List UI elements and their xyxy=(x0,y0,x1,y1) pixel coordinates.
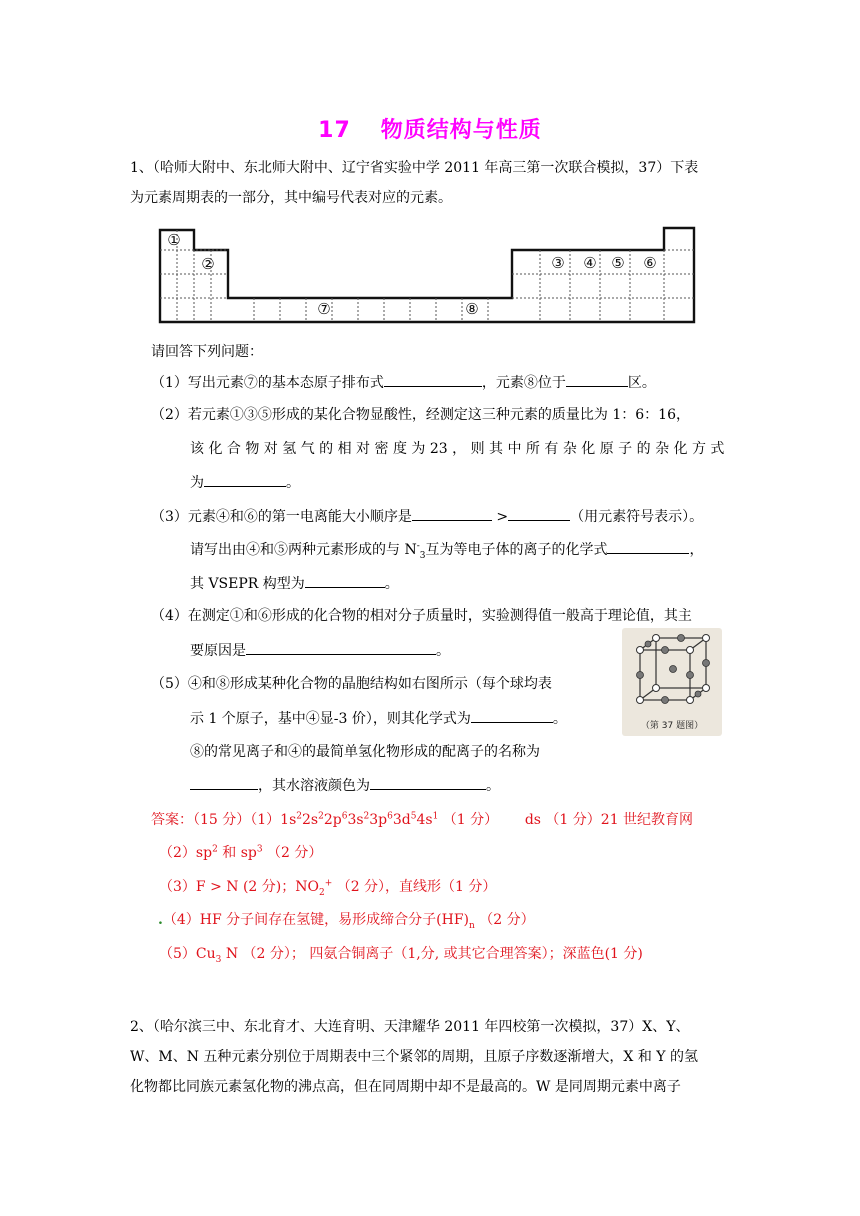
crystal-structure-figure xyxy=(622,628,722,736)
q1-part5-line4: ，其水溶液颜色为 。 xyxy=(190,775,500,796)
table-label-7: ⑦ xyxy=(317,300,331,318)
q2-line2: W、M、N 五种元素分别位于周期表中三个紧邻的周期，且原子序数逐渐增大，X 和 Y 的氢 xyxy=(130,1049,698,1065)
q1-part3-line3: 其 VSEPR 构型为 。 xyxy=(190,573,399,594)
q1-intro-line2: 为元素周期表的一部分，其中编号代表对应的元素。 xyxy=(130,190,452,206)
q1-part5-line1: （5）④和⑧形成某种化合物的晶胞结构如右图所示（每个球均表 xyxy=(151,676,552,692)
answer-line-5: $(5)Cu_3$ N （2 分）； 四氨合铜离子（1,分, 或其它合理答案）；深蓝色(1 分) xyxy=(159,946,643,965)
answer-blank xyxy=(566,372,628,387)
answer-blank xyxy=(471,708,553,723)
q1-part2-line2: 该 化 合 物 对 氢 气 的 相 对 密 度 为 23 ， 则 其 中 所 有 杂 化 原 子 的 杂 化 方 式 xyxy=(190,441,725,457)
q2-line1: 2、（哈尔滨三中、东北育才、大连育明、天津耀华 2011 年四校第一次模拟，37）X、Y、 xyxy=(130,1019,690,1035)
q1-part3-line1: （3）元素④和⑥的第一电离能大小顺序是 > （用元素符号表示）。 xyxy=(151,506,703,527)
q2-line3: 化物都比同族元素氢化物的沸点高，但在同周期中却不是最高的。W 是同周期元素中离子 xyxy=(130,1079,681,1095)
q1-part2-line1: （2）若元素①③⑤形成的某化合物显酸性，经测定这三种元素的质量比为 1：6：16， xyxy=(151,407,690,423)
table-label-4: ④ xyxy=(583,254,597,272)
table-label-1: ① xyxy=(167,231,181,249)
title-text: 物质结构与性质 xyxy=(380,118,542,143)
table-label-3: ③ xyxy=(551,254,565,272)
answer-blank xyxy=(607,539,689,554)
answer-blank xyxy=(370,775,486,790)
q1-part3-line2: 请写出由④和⑤两种元素形成的与 $N^-_3$互为等电子体的离子的化学式 ， xyxy=(190,539,703,560)
answer-line-2: $(2)sp^2$ 和 $sp^3$ （2 分） xyxy=(159,844,323,861)
title-number: 17 xyxy=(318,118,351,143)
answer-blank xyxy=(508,506,570,521)
table-label-2: ② xyxy=(201,255,215,273)
q1-prompt: 请回答下列问题： xyxy=(151,344,263,360)
crystal-caption: （第 37 题图） xyxy=(640,721,704,731)
answer-blank xyxy=(384,372,482,387)
answer-line-4: .（4）HF 分子间存在氢键，易形成缔合分子$(HF)_n$ （2 分） xyxy=(158,912,535,931)
q1-part4-line1: （4）在测定①和⑥形成的化合物的相对分子质量时，实验测得值一般高于理论值，其主 xyxy=(151,608,692,624)
q1-intro-line1: 1、（哈师大附中、东北师大附中、辽宁省实验中学 2011 年高三第一次联合模拟，37）下表 xyxy=(130,160,699,176)
cell-diagram-icon xyxy=(622,628,722,736)
dot-mark: . xyxy=(158,912,163,928)
answer-blank xyxy=(412,506,492,521)
table-label-5: ⑤ xyxy=(611,254,625,272)
answer-blank xyxy=(204,472,286,487)
q1-part1: （1）写出元素⑦的基本态原子排布式 ，元素⑧位于 区。 xyxy=(151,372,656,393)
periodic-table-figure xyxy=(158,226,696,324)
q1-part2-line3: 为 。 xyxy=(190,472,300,493)
q1-part4-line2: 要原因是 。 xyxy=(190,640,450,661)
answer-blank xyxy=(305,573,385,588)
page-title xyxy=(0,113,860,144)
table-label-8: ⑧ xyxy=(465,300,479,318)
q1-part5-line3: ⑧的常见离子和④的最简单氢化物形成的配离子的名称为 xyxy=(190,744,540,760)
q1-part5-line2: 示 1 个原子，基中④显-3 价），则其化学式为 。 xyxy=(190,708,567,729)
answer-line-3: （3）F > N (2 分)；$NO_2^+$ （2 分），直线形（1 分） xyxy=(159,878,497,898)
answer-blank xyxy=(190,775,258,790)
answer-blank xyxy=(246,640,436,655)
table-label-6: ⑥ xyxy=(643,254,657,272)
answer-line-1: 答案：（15 分）$(1)1s^22s^22p^63s^23p^63d^54s^1$ （1 分） ds （1 分）21 世纪教育网 xyxy=(151,811,694,828)
